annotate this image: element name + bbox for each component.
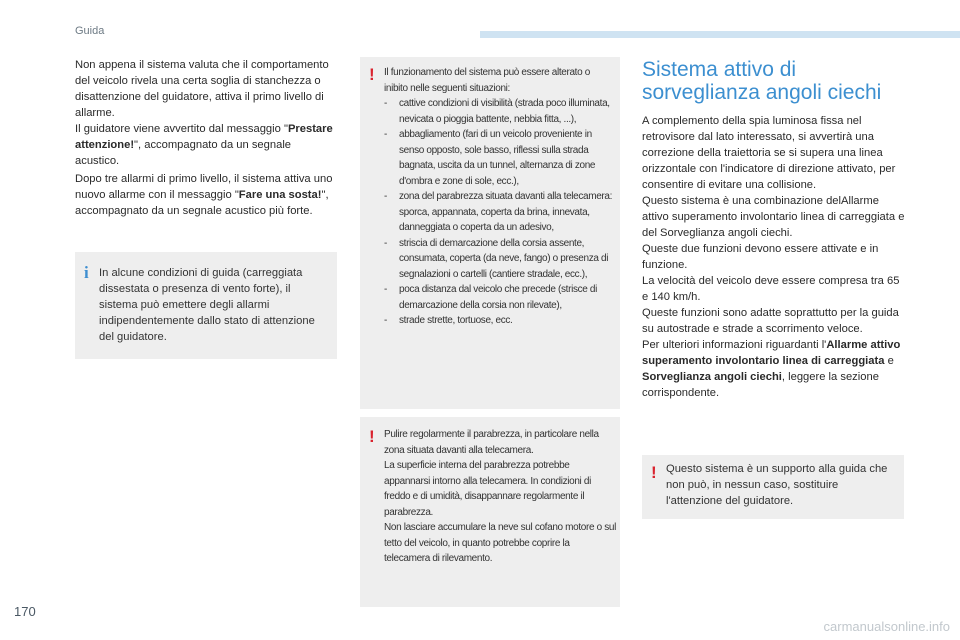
paragraph: La superficie interna del parabrezza potrebbe appannarsi intorno alla telecamera. In condizioni di freddo e di umidità, disappannare regolarmente il parabrezza.	[384, 460, 591, 518]
text: e	[884, 355, 894, 367]
list-item	[384, 127, 616, 189]
paragraph: Pulire regolarmente il parabrezza, in particolare nella zona situata davanti alla telecamera.	[384, 429, 599, 456]
text: ", accompagnato da un segnale acustico.	[75, 139, 292, 167]
header-accent-bar	[480, 31, 960, 38]
paragraph: A complemento della spia luminosa fissa nel retrovisore dal lato interessato, si avvertirà una correzione della traiettoria se si supera una linea orizzontale con l'indicatore di direzione attivato, per consentire di evitare una collisione.	[642, 115, 896, 191]
header-title: Guida	[75, 25, 105, 37]
dash: -	[384, 129, 387, 140]
column-1	[75, 57, 337, 219]
warning-intro: Il funzionamento del sistema può essere alterato o inibito nelle seguenti situazioni:	[384, 67, 590, 94]
dash: -	[384, 284, 387, 295]
dash: -	[384, 237, 387, 249]
list-item-text: zona del parabrezza situata davanti alla telecamera: sporca, appannata, coperta da brina, innevata, danneggiata o coperta da un adesivo,	[399, 191, 613, 233]
warning-box-content	[384, 427, 616, 567]
paragraph	[642, 337, 907, 401]
conditions-list	[384, 96, 616, 329]
paragraph: Non appena il sistema valuta che il comportamento del veicolo rivela una certa soglia di stanchezza o disattenzione del guidatore, attiva il primo livello di allarme.	[75, 59, 329, 119]
list-item-text: striscia di demarcazione della corsia assente, consumata, coperta (da neve, fango) o presenza di segnalazioni o cartelli (cantiere stradale, ecc.),	[399, 237, 609, 280]
paragraph: La velocità del veicolo deve essere compresa tra 65 e 140 km/h.	[642, 275, 900, 303]
warning-icon: !	[369, 65, 375, 84]
list-item	[384, 282, 616, 313]
list-item-text: strade strette, tortuose, ecc.	[399, 315, 513, 326]
list-item-text: cattive condizioni di visibilità (strada poco illuminata, nevicata o pioggia battente, nebbia fitta, ...),	[399, 98, 610, 125]
list-item-text: abbagliamento (fari di un veicolo proveniente in senso opposto, sole basso, riflessi sulla strada bagnata, uscita da un tunnel, alternanza di zone d'ombra e zone di sole, ecc.),	[399, 129, 596, 187]
warning-box-conditions	[360, 57, 620, 409]
section-title: Sistema attivo di sorveglianza angoli ciechi	[642, 58, 882, 104]
paragraph	[75, 171, 337, 219]
list-item	[384, 313, 616, 329]
list-item	[384, 96, 616, 127]
warning-box-content	[384, 65, 616, 329]
warning-icon: !	[651, 463, 657, 482]
list-item-text: poca distanza dal veicolo che precede (strisce di demarcazione della corsia non rilevate),	[399, 284, 597, 311]
text: ", accompagnato da un segnale acustico più forte.	[75, 189, 329, 217]
warning-icon: !	[369, 427, 375, 446]
list-item	[384, 189, 616, 236]
info-box-text: In alcune condizioni di guida (carreggiata dissestata o presenza di vento forte), il sistema può emettere degli allarmi indipendentemente dallo stato di attenzione del guidatore.	[99, 267, 315, 343]
paragraph: Questo sistema è una combinazione delAllarme attivo superamento involontario linea di carreggiata e del Sorveglianza angoli ciechi.	[642, 195, 905, 239]
text: Per ulteriori informazioni riguardanti l'	[642, 339, 827, 351]
paragraph: Queste due funzioni devono essere attivate e in funzione.	[642, 243, 879, 271]
text: Il guidatore viene avvertito dal messaggio "	[75, 123, 288, 135]
watermark: carmanualsonline.info	[823, 619, 950, 634]
paragraph: Non lasciare accumulare la neve sul cofano motore o sul tetto del veicolo, in quanto potrebbe coprire la telecamera di rilevamento.	[384, 522, 616, 564]
paragraph: Queste funzioni sono adatte soprattutto per la guida su autostrade e strade a scorrimento veloce.	[642, 307, 899, 335]
message-fare-una-sosta: Fare una sosta!	[238, 189, 322, 201]
warning-box-cleaning	[360, 417, 620, 607]
column-3	[642, 113, 907, 401]
paragraph	[75, 121, 337, 169]
info-box	[75, 252, 337, 359]
list-item	[384, 236, 616, 283]
page-number: 170	[14, 604, 36, 619]
bold-reference: Sorveglianza angoli ciechi	[642, 371, 782, 383]
info-icon: i	[84, 263, 89, 282]
dash: -	[384, 315, 387, 326]
message-prestare-attenzione: Prestare attenzione!	[75, 123, 333, 151]
dash: -	[384, 191, 387, 202]
text: Dopo tre allarmi di primo livello, il sistema attiva uno nuovo allarme con il messaggio "	[75, 173, 333, 201]
warning-box-text: Questo sistema è un supporto alla guida che non può, in nessun caso, sostituire l'attenzione del guidatore.	[666, 463, 888, 507]
text: , leggere la sezione corrispondente.	[642, 371, 879, 399]
dash: -	[384, 98, 387, 109]
bold-reference: Allarme attivo superamento involontario linea di carreggiata	[642, 339, 901, 367]
warning-box-support	[642, 455, 904, 519]
